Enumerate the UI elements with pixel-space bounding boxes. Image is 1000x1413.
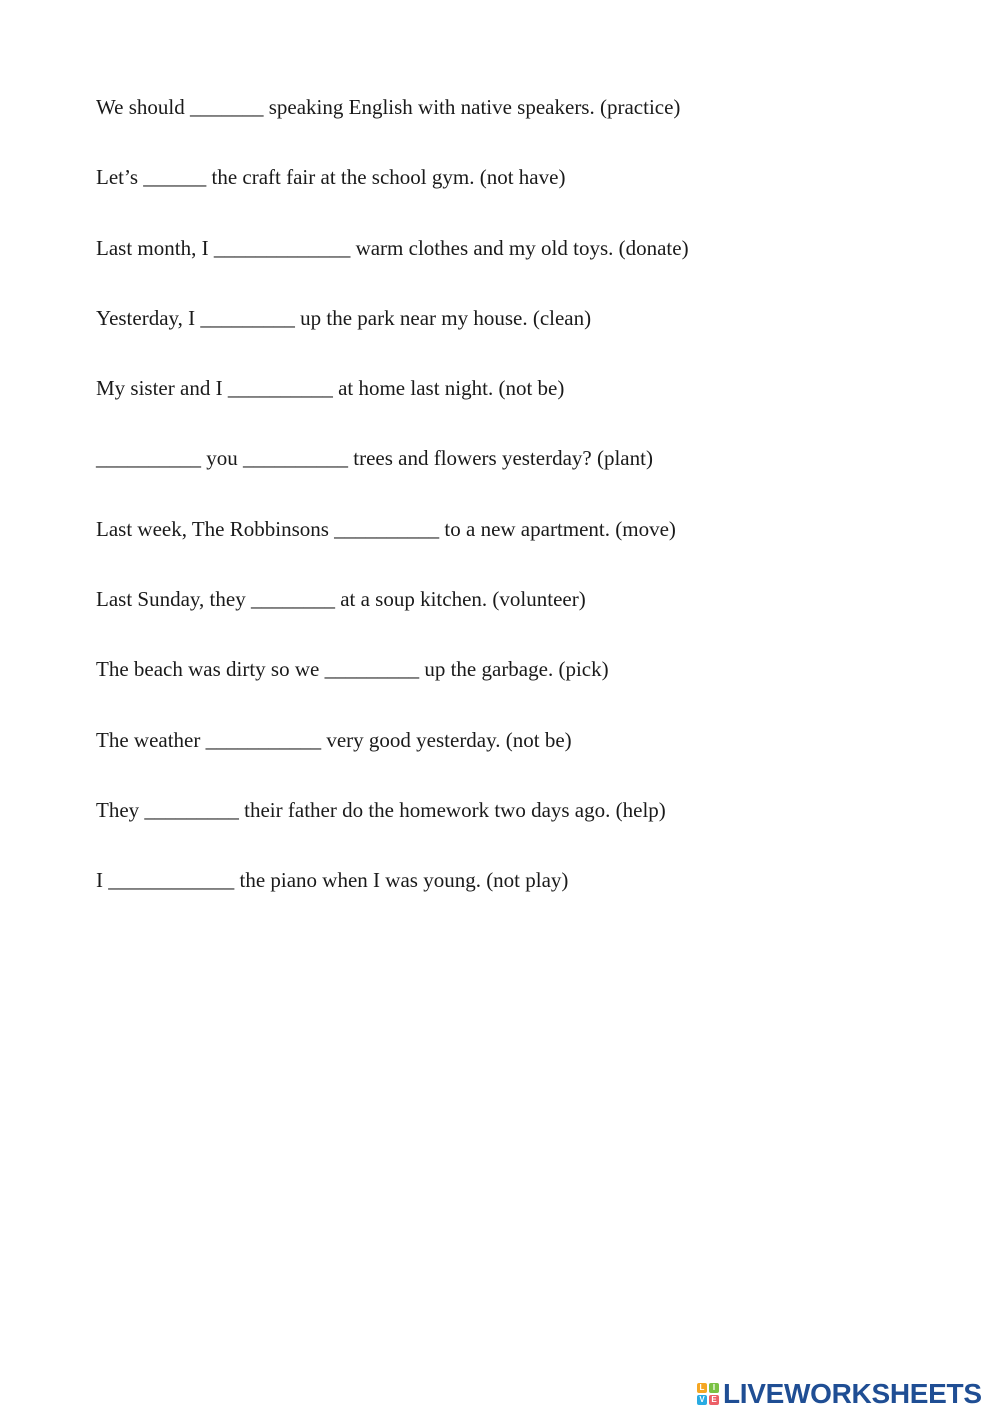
liveworksheets-logo-icon	[697, 1383, 719, 1405]
question-3	[96, 233, 956, 263]
logo-mark-tile-e: E	[709, 1395, 719, 1405]
question-10	[96, 725, 956, 755]
question-10-text: The weather ___________ very good yesterday. (not be)	[96, 727, 572, 752]
question-6	[96, 443, 956, 473]
logo-mark-tile-i: I	[709, 1383, 719, 1393]
question-11	[96, 795, 956, 825]
question-12-text: I ____________ the piano when I was young. (not play)	[96, 868, 569, 893]
question-4-text: Yesterday, I _________ up the park near my house. (clean)	[96, 305, 592, 330]
question-4	[96, 303, 956, 333]
question-8-text: Last Sunday, they ________ at a soup kitchen. (volunteer)	[96, 587, 586, 612]
question-12	[96, 865, 956, 895]
logo-mark-tile-l: L	[697, 1383, 707, 1393]
worksheet-body	[96, 92, 956, 936]
question-9	[96, 654, 956, 684]
question-9-text: The beach was dirty so we _________ up the garbage. (pick)	[96, 657, 609, 682]
question-3-text: Last month, I _____________ warm clothes and my old toys. (donate)	[96, 235, 689, 260]
question-7-text: Last week, The Robbinsons __________ to a new apartment. (move)	[96, 516, 676, 541]
question-5	[96, 373, 956, 403]
question-11-text: They _________ their father do the homework two days ago. (help)	[96, 797, 666, 822]
question-7	[96, 514, 956, 544]
question-6-text: __________ you __________ trees and flowers yesterday? (plant)	[96, 446, 653, 471]
liveworksheets-logo-text: LIVEWORKSHEETS	[723, 1378, 982, 1409]
question-5-text: My sister and I __________ at home last night. (not be)	[96, 376, 565, 401]
question-2	[96, 162, 956, 192]
liveworksheets-logo[interactable]	[697, 1378, 982, 1410]
question-1	[96, 92, 956, 122]
question-2-text: Let’s ______ the craft fair at the school gym. (not have)	[96, 165, 566, 190]
logo-mark-tile-v: V	[697, 1395, 707, 1405]
question-1-text: We should _______ speaking English with native speakers. (practice)	[96, 95, 681, 119]
question-8	[96, 584, 956, 614]
